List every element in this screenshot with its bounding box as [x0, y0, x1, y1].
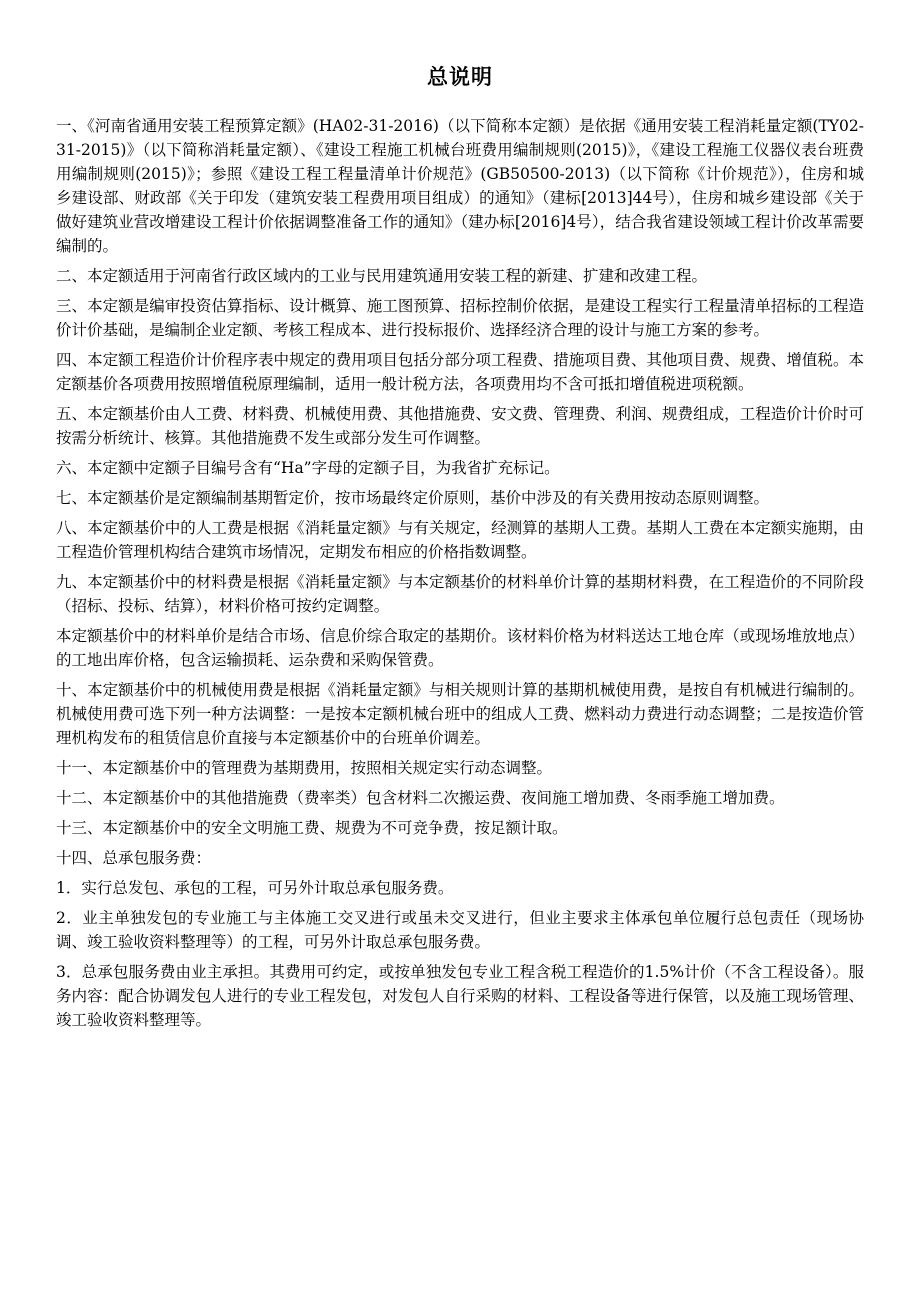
- paragraph-3: 三、本定额是编审投资估算指标、设计概算、施工图预算、招标控制价依据，是建设工程实行工程量清单招标的工程造价计价基础，是编制企业定额、考核工程成本、进行投标报价、选择经济合理的设计与施工方案的参考。: [56, 297, 864, 339]
- paragraph-4: 四、本定额工程造价计价程序表中规定的费用项目包括分部分项工程费、措施项目费、其他项目费、规费、增值税。本定额基价各项费用按照增值税原理编制，适用一般计税方法，各项费用均不含可抵扣增值税进项税额。: [56, 351, 864, 393]
- paragraph-14: 十四、总承包服务费：: [56, 849, 212, 867]
- list-item-3: 3．总承包服务费由业主承担。其费用可约定，或按单独发包专业工程含税工程造价的1.5%计价（不含工程设备）。服务内容：配合协调发包人进行的专业工程发包，对发包人自行采购的材料、工程设备等进行保管，以及施工现场管理、竣工验收资料整理等。: [56, 963, 864, 1029]
- paragraph-8: 八、本定额基价中的人工费是根据《消耗量定额》与有关规定，经测算的基期人工费。基期人工费在本定额实施期，由工程造价管理机构结合建筑市场情况，定期发布相应的价格指数调整。: [56, 519, 864, 561]
- list-item-2: 2．业主单独发包的专业施工与主体施工交叉进行或虽未交叉进行，但业主要求主体承包单位履行总包责任（现场协调、竣工验收资料整理等）的工程，可另外计取总承包服务费。: [56, 909, 864, 951]
- paragraph-12: 十二、本定额基价中的其他措施费（费率类）包含材料二次搬运费、夜间施工增加费、冬雨季施工增加费。: [56, 789, 785, 807]
- paragraph-9: 九、本定额基价中的材料费是根据《消耗量定额》与本定额基价的材料单价计算的基期材料费，在工程造价的不同阶段（招标、投标、结算），材料价格可按约定调整。: [56, 573, 864, 615]
- paragraph-13: 十三、本定额基价中的安全文明施工费、规费为不可竞争费，按足额计取。: [56, 819, 568, 837]
- paragraph-11: 十一、本定额基价中的管理费为基期费用，按照相关规定实行动态调整。: [56, 759, 553, 777]
- paragraph-10: 十、本定额基价中的机械使用费是根据《消耗量定额》与相关规则计算的基期机械使用费，是按自有机械进行编制的。机械使用费可选下列一种方法调整：一是按本定额机械台班中的组成人工费、燃料动力费进行动态调整；二是按造价管理机构发布的租赁信息价直接与本定额基价中的台班单价调差。: [56, 681, 864, 747]
- paragraph-7: 七、本定额基价是定额编制基期暂定价，按市场最终定价原则，基价中涉及的有关费用按动态原则调整。: [56, 489, 770, 507]
- paragraph-1: 一、《河南省通用安装工程预算定额》(HA02-31-2016)（以下简称本定额）是依据《通用安装工程消耗量定额(TY02-31-2015)》（以下简称消耗量定额）、《建设工程施工机械台班费用编制规则(2015)》，《建设工程施工仪器仪表台班费用编制规则(2015)》；参照《建设工程工程量清单计价规范》(GB50500-2013)（以下简称《计价规范》），住房和城乡建设部、财政部《关于印发（建筑安装工程费用项目组成）的通知》（建标[2013]44号），住房和城乡建设部《关于做好建筑业营改增建设工程计价依据调整准备工作的通知》（建办标[2016]4号），结合我省建设领域工程计价改革需要编制的。: [56, 117, 864, 255]
- list-item-1: 1．实行总发包、承包的工程，可另外计取总承包服务费。: [56, 879, 454, 897]
- paragraph-6: 六、本定额中定额子目编号含有“Ha”字母的定额子目，为我省扩充标记。: [56, 459, 560, 477]
- paragraph-9-note: 本定额基价中的材料单价是结合市场、信息价综合取定的基期价。该材料价格为材料送达工地仓库（或现场堆放地点）的工地出库价格，包含运输损耗、运杂费和采购保管费。: [56, 627, 864, 669]
- document-body: [56, 114, 864, 1038]
- paragraph-5: 五、本定额基价由人工费、材料费、机械使用费、其他措施费、安文费、管理费、利润、规费组成，工程造价计价时可按需分析统计、核算。其他措施费不发生或部分发生可作调整。: [56, 405, 864, 447]
- paragraph-2: 二、本定额适用于河南省行政区域内的工业与民用建筑通用安装工程的新建、扩建和改建工程。: [56, 267, 708, 285]
- page-title: 总说明: [427, 65, 493, 89]
